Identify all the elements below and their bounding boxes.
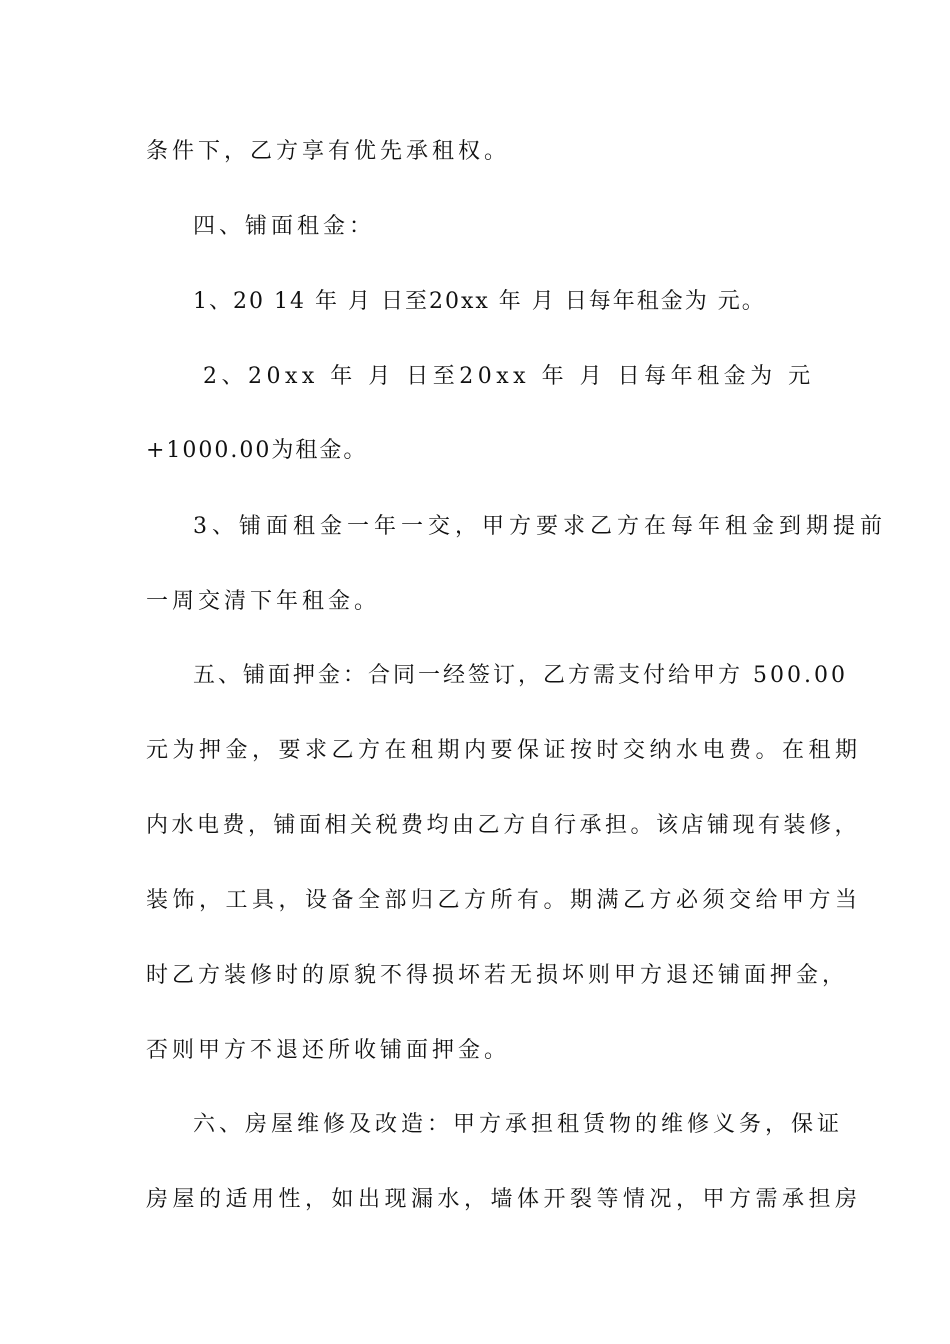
text-line: 时乙方装修时的原貌不得损坏若无损坏则甲方退还铺面押金， (146, 963, 849, 988)
text-line: 内水电费，铺面相关税费均由乙方自行承担。该店铺现有装修， (146, 813, 861, 838)
section-heading-repair: 六、房屋维修及改造：甲方承担租赁物的维修义务，保证 (193, 1112, 844, 1137)
text-line: 元为押金，要求乙方在租期内要保证按时交纳水电费。在租期 (146, 738, 862, 763)
text-line: 装饰，工具，设备全部归乙方所有。期满乙方必须交给甲方当 (146, 888, 862, 913)
text-line: 1、20 14 年 月 日至20xx 年 月 日每年租金为 元。 (193, 289, 766, 314)
text-line: 条件下，乙方享有优先承租权。 (146, 139, 511, 164)
text-line: 否则甲方不退还所收铺面押金。 (146, 1038, 511, 1063)
section-heading-deposit: 五、铺面押金：合同一经签订，乙方需支付给甲方 500.00 (193, 663, 848, 688)
text-line: 2、20xx 年 月 日至20xx 年 月 日每年租金为 元 (203, 364, 815, 389)
section-heading-rent: 四、铺面租金： (193, 214, 376, 239)
text-line: 3、铺面租金一年一交，甲方要求乙方在每年租金到期提前 (193, 514, 887, 539)
text-line: +1000.00为租金。 (146, 438, 368, 463)
text-line: 房屋的适用性，如出现漏水，墙体开裂等情况，甲方需承担房 (146, 1187, 862, 1212)
text-line: 一周交清下年租金。 (146, 589, 381, 614)
